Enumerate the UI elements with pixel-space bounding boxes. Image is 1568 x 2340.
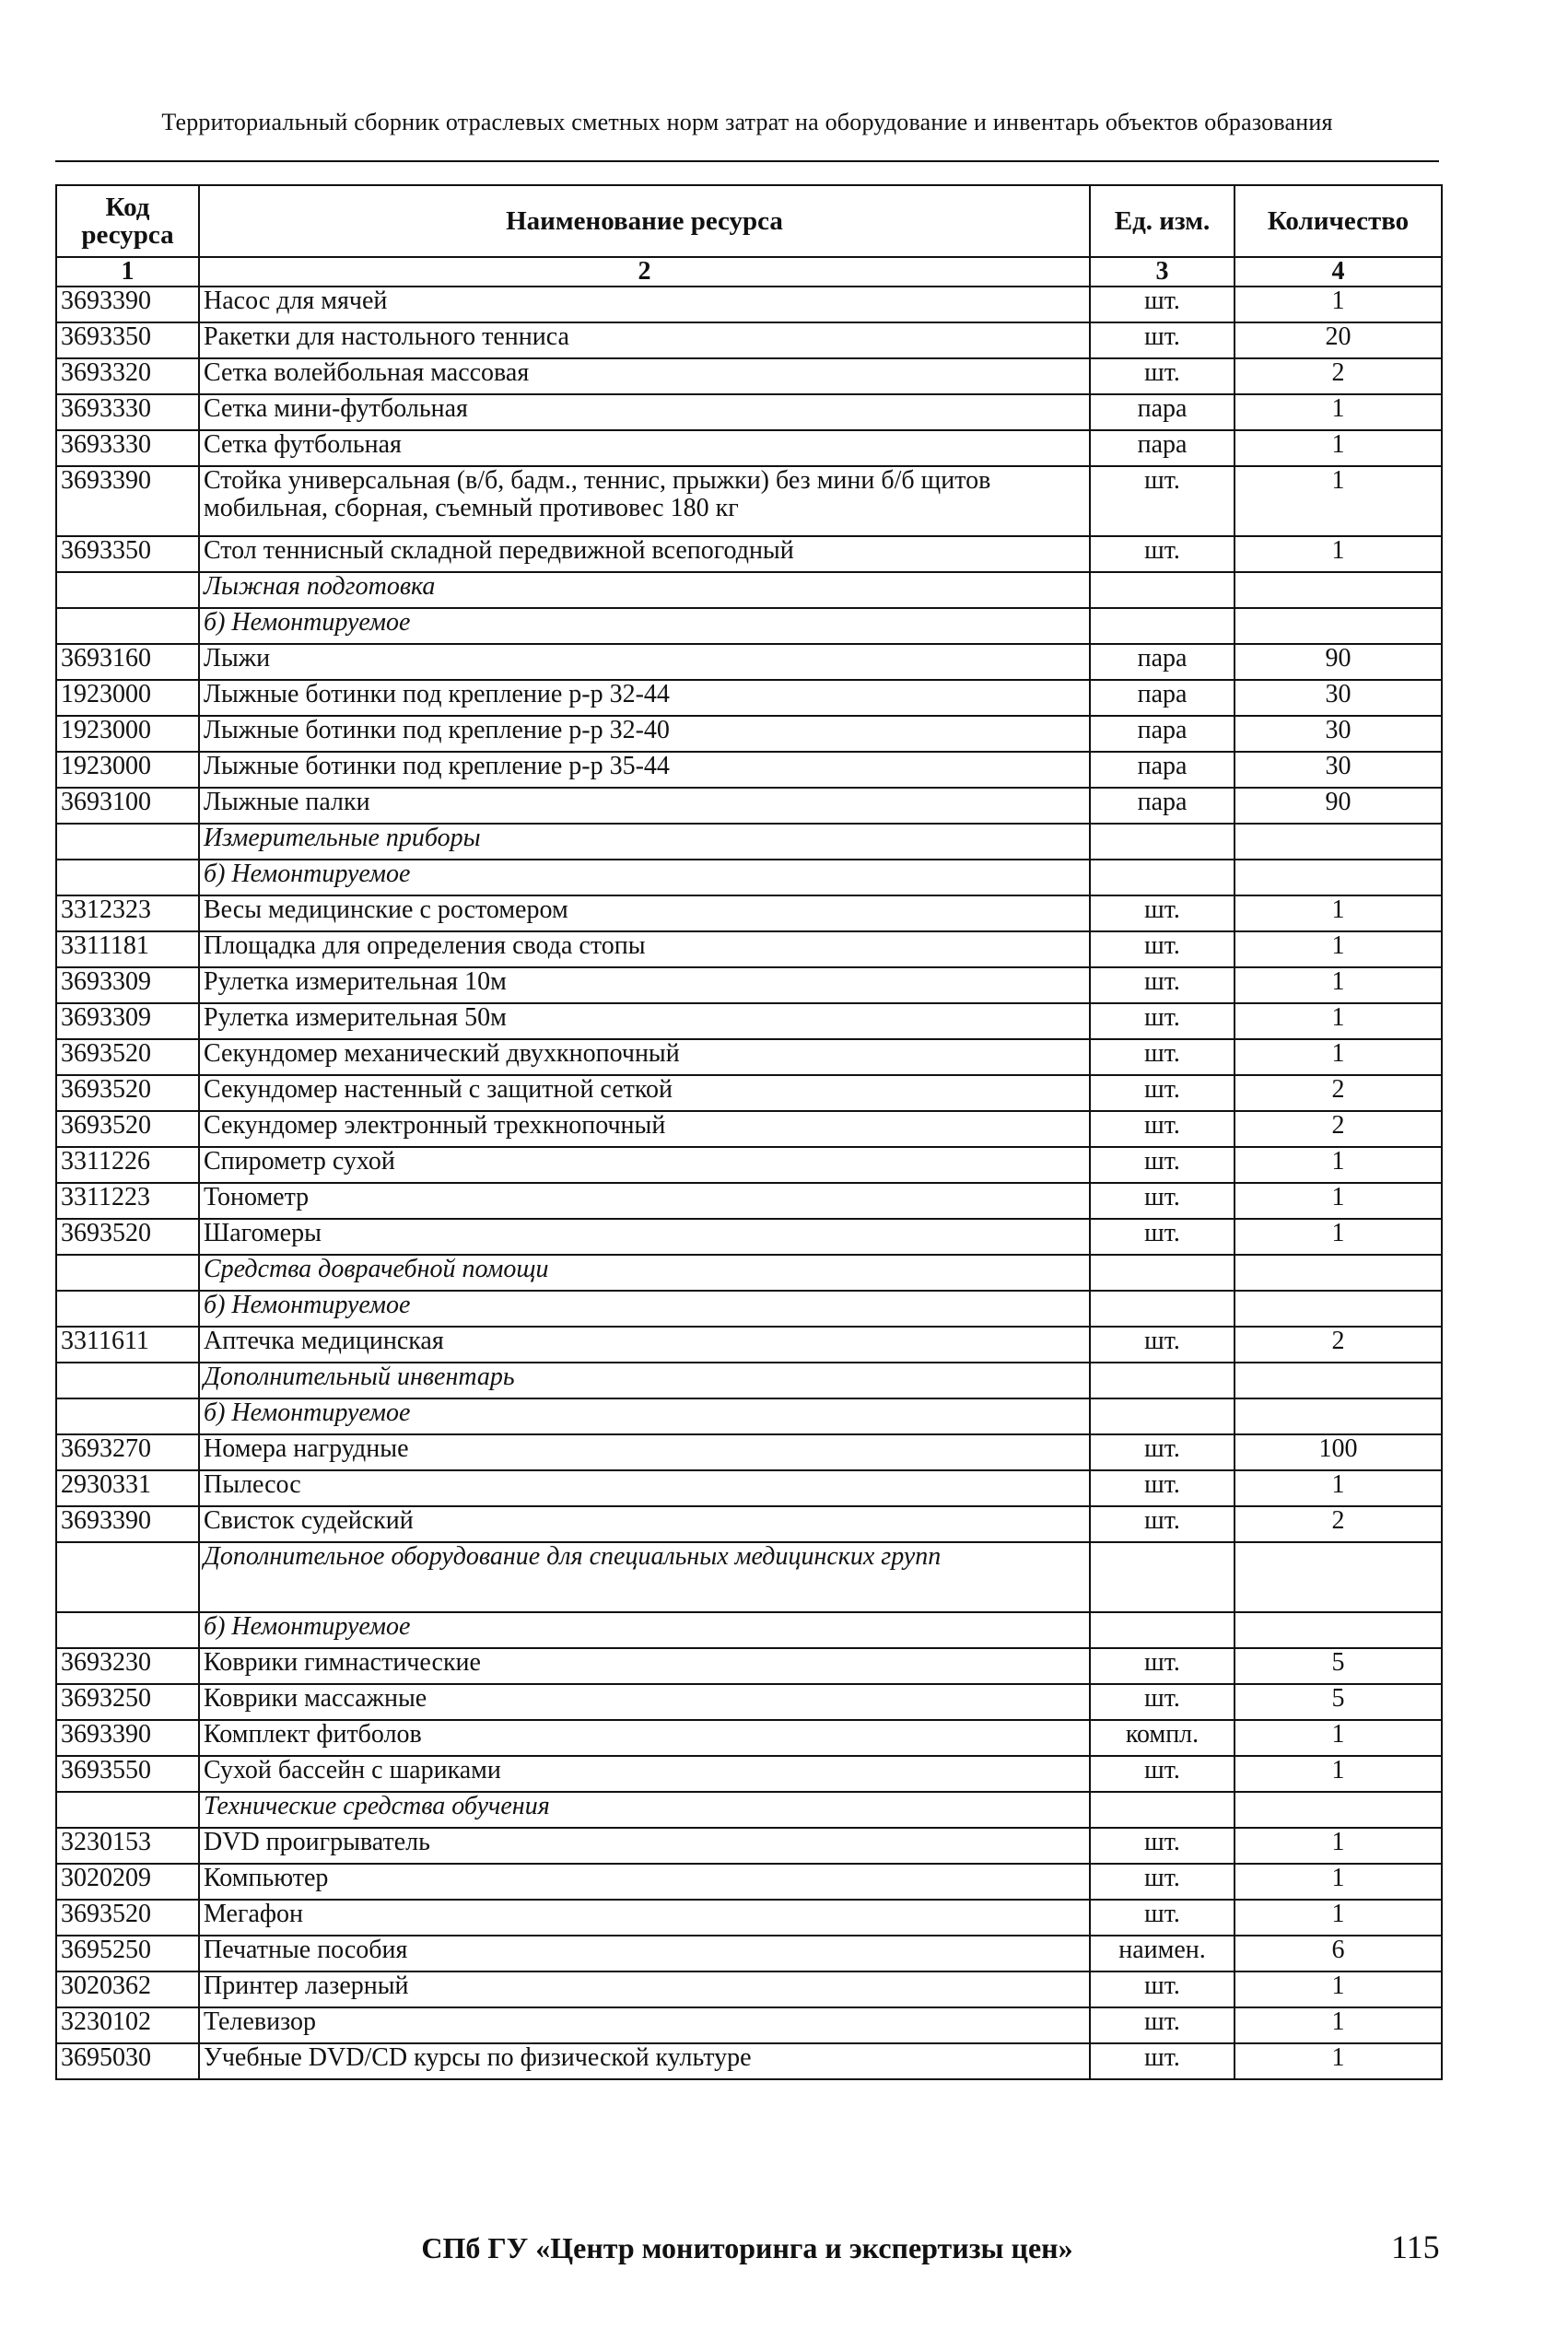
quantity-cell: 1 <box>1235 1470 1442 1506</box>
unit-cell: шт. <box>1090 1003 1235 1039</box>
table-row <box>56 680 1442 716</box>
resource-name-cell: Мегафон <box>199 1900 1090 1936</box>
quantity-cell: 2 <box>1235 358 1442 394</box>
quantity-cell: 1 <box>1235 536 1442 572</box>
unit-cell: шт. <box>1090 1147 1235 1183</box>
section-row <box>56 1255 1442 1291</box>
unit-cell <box>1090 1398 1235 1434</box>
unit-cell <box>1090 1542 1235 1612</box>
column-header-code: Код ресурса <box>56 185 199 257</box>
resource-name-cell: Номера нагрудные <box>199 1434 1090 1470</box>
table-row <box>56 430 1442 466</box>
resource-code-cell: 3693390 <box>56 466 199 536</box>
resource-name-cell: DVD проигрыватель <box>199 1828 1090 1864</box>
section-title-cell: б) Немонтируемое <box>199 1291 1090 1327</box>
resource-code-cell: 1923000 <box>56 716 199 752</box>
unit-cell: шт. <box>1090 536 1235 572</box>
quantity-cell: 100 <box>1235 1434 1442 1470</box>
resource-code-cell: 3695030 <box>56 2043 199 2079</box>
resource-code-cell: 2930331 <box>56 1470 199 1506</box>
quantity-cell <box>1235 1363 1442 1398</box>
resource-code-cell: 3693160 <box>56 644 199 680</box>
section-title-cell: б) Немонтируемое <box>199 860 1090 895</box>
unit-cell: наимен. <box>1090 1936 1235 1971</box>
unit-cell: пара <box>1090 394 1235 430</box>
column-header-quantity: Количество <box>1235 185 1442 257</box>
quantity-cell: 1 <box>1235 1864 1442 1900</box>
resource-code-cell: 3693330 <box>56 430 199 466</box>
quantity-cell: 30 <box>1235 752 1442 788</box>
quantity-cell <box>1235 572 1442 608</box>
unit-cell <box>1090 1612 1235 1648</box>
resource-name-cell: Печатные пособия <box>199 1936 1090 1971</box>
unit-cell <box>1090 572 1235 608</box>
unit-cell: шт. <box>1090 1864 1235 1900</box>
quantity-cell: 20 <box>1235 322 1442 358</box>
unit-cell: шт. <box>1090 1327 1235 1363</box>
resource-code-cell: 3693350 <box>56 536 199 572</box>
table-row <box>56 967 1442 1003</box>
unit-cell: шт. <box>1090 1900 1235 1936</box>
table-row <box>56 1003 1442 1039</box>
unit-cell: шт. <box>1090 1075 1235 1111</box>
quantity-cell <box>1235 1542 1442 1612</box>
resource-code-cell: 3693250 <box>56 1684 199 1720</box>
unit-cell <box>1090 824 1235 860</box>
resource-code-cell <box>56 608 199 644</box>
table-row <box>56 2043 1442 2079</box>
quantity-cell: 30 <box>1235 716 1442 752</box>
section-row <box>56 1398 1442 1434</box>
unit-cell: пара <box>1090 680 1235 716</box>
resource-code-cell: 1923000 <box>56 680 199 716</box>
table-row <box>56 1720 1442 1756</box>
quantity-cell: 1 <box>1235 895 1442 931</box>
table-row <box>56 1684 1442 1720</box>
unit-cell: шт. <box>1090 931 1235 967</box>
section-title-cell: Дополнительный инвентарь <box>199 1363 1090 1398</box>
quantity-cell <box>1235 1255 1442 1291</box>
unit-cell: шт. <box>1090 1506 1235 1542</box>
resource-name-cell: Сетка мини-футбольная <box>199 394 1090 430</box>
resource-code-cell: 3693520 <box>56 1219 199 1255</box>
quantity-cell: 1 <box>1235 1971 1442 2007</box>
quantity-cell <box>1235 824 1442 860</box>
resource-code-cell <box>56 1542 199 1612</box>
section-title-cell: Средства доврачебной помощи <box>199 1255 1090 1291</box>
resource-code-cell: 3311611 <box>56 1327 199 1363</box>
quantity-cell: 90 <box>1235 644 1442 680</box>
resource-name-cell: Стойка универсальная (в/б, бадм., теннис, прыжки) без мини б/б щитов мобильная, сборная, съемный противовес 180 кг <box>199 466 1090 536</box>
table-row <box>56 1434 1442 1470</box>
resource-name-cell: Комплект фитболов <box>199 1720 1090 1756</box>
quantity-cell <box>1235 1612 1442 1648</box>
unit-cell: шт. <box>1090 466 1235 536</box>
resource-name-cell: Лыжные ботинки под крепление р-р 32-40 <box>199 716 1090 752</box>
unit-cell: шт. <box>1090 2043 1235 2079</box>
resource-code-cell: 3693520 <box>56 1111 199 1147</box>
table-row <box>56 1039 1442 1075</box>
resource-code-cell: 3693390 <box>56 287 199 322</box>
table-row <box>56 536 1442 572</box>
quantity-cell: 1 <box>1235 1900 1442 1936</box>
section-title-cell: б) Немонтируемое <box>199 608 1090 644</box>
unit-cell: шт. <box>1090 895 1235 931</box>
table-row <box>56 1075 1442 1111</box>
unit-cell <box>1090 1792 1235 1828</box>
section-title-cell: Дополнительное оборудование для специальных медицинских групп <box>199 1542 1090 1612</box>
unit-cell <box>1090 1363 1235 1398</box>
resource-name-cell: Коврики массажные <box>199 1684 1090 1720</box>
quantity-cell: 1 <box>1235 2007 1442 2043</box>
resource-code-cell: 3312323 <box>56 895 199 931</box>
unit-cell <box>1090 608 1235 644</box>
resource-code-cell: 3693320 <box>56 358 199 394</box>
table-row <box>56 752 1442 788</box>
unit-cell: шт. <box>1090 1470 1235 1506</box>
resource-name-cell: Учебные DVD/CD курсы по физической культуре <box>199 2043 1090 2079</box>
table-row <box>56 788 1442 824</box>
resource-name-cell: Сухой бассейн с шариками <box>199 1756 1090 1792</box>
section-row <box>56 1792 1442 1828</box>
resource-code-cell: 3693330 <box>56 394 199 430</box>
unit-cell <box>1090 1291 1235 1327</box>
quantity-cell: 1 <box>1235 931 1442 967</box>
table-row <box>56 1470 1442 1506</box>
section-title-cell: б) Немонтируемое <box>199 1398 1090 1434</box>
resource-name-cell: Принтер лазерный <box>199 1971 1090 2007</box>
unit-cell: пара <box>1090 644 1235 680</box>
resource-code-cell <box>56 572 199 608</box>
resource-code-cell: 3311223 <box>56 1183 199 1219</box>
resource-name-cell: Спирометр сухой <box>199 1147 1090 1183</box>
unit-cell: пара <box>1090 788 1235 824</box>
unit-cell: шт. <box>1090 1434 1235 1470</box>
resource-code-cell: 1923000 <box>56 752 199 788</box>
table-row <box>56 1183 1442 1219</box>
unit-cell: шт. <box>1090 1828 1235 1864</box>
section-title-cell: Технические средства обучения <box>199 1792 1090 1828</box>
resource-name-cell: Стол теннисный складной передвижной всепогодный <box>199 536 1090 572</box>
resource-code-cell: 3311181 <box>56 931 199 967</box>
table-row <box>56 1971 1442 2007</box>
resource-name-cell: Шагомеры <box>199 1219 1090 1255</box>
table-row <box>56 287 1442 322</box>
quantity-cell: 1 <box>1235 430 1442 466</box>
page-number: 115 <box>1391 2229 1440 2265</box>
resource-name-cell: Свисток судейский <box>199 1506 1090 1542</box>
section-row <box>56 608 1442 644</box>
quantity-cell: 1 <box>1235 1756 1442 1792</box>
resource-code-cell: 3230153 <box>56 1828 199 1864</box>
resource-code-cell: 3693270 <box>56 1434 199 1470</box>
section-title-cell: б) Немонтируемое <box>199 1612 1090 1648</box>
table-row <box>56 931 1442 967</box>
page-footer: СПб ГУ «Центр мониторинга и экспертизы цен» <box>421 2231 1073 2264</box>
unit-cell: шт. <box>1090 1111 1235 1147</box>
quantity-cell: 1 <box>1235 1183 1442 1219</box>
resource-name-cell: Лыжи <box>199 644 1090 680</box>
table-row <box>56 1219 1442 1255</box>
resource-code-cell <box>56 1612 199 1648</box>
quantity-cell: 1 <box>1235 1828 1442 1864</box>
unit-cell <box>1090 1255 1235 1291</box>
resource-name-cell: Тонометр <box>199 1183 1090 1219</box>
column-header-unit: Ед. изм. <box>1090 185 1235 257</box>
unit-cell: шт. <box>1090 1039 1235 1075</box>
resource-name-cell: Аптечка медицинская <box>199 1327 1090 1363</box>
section-row <box>56 1612 1442 1648</box>
quantity-cell: 1 <box>1235 394 1442 430</box>
quantity-cell: 2 <box>1235 1327 1442 1363</box>
resource-name-cell: Весы медицинские с ростомером <box>199 895 1090 931</box>
resource-code-cell: 3311226 <box>56 1147 199 1183</box>
quantity-cell: 1 <box>1235 1039 1442 1075</box>
unit-cell: пара <box>1090 716 1235 752</box>
resource-name-cell: Секундомер настенный с защитной сеткой <box>199 1075 1090 1111</box>
page-header: Территориальный сборник отраслевых сметных норм затрат на оборудование и инвентарь объектов образования <box>161 109 1333 135</box>
resource-code-cell: 3693350 <box>56 322 199 358</box>
section-title-cell: Измерительные приборы <box>199 824 1090 860</box>
resource-code-cell: 3693390 <box>56 1506 199 1542</box>
unit-cell: шт. <box>1090 967 1235 1003</box>
table-row <box>56 1648 1442 1684</box>
table-row <box>56 466 1442 536</box>
resource-name-cell: Телевизор <box>199 2007 1090 2043</box>
table-row <box>56 1864 1442 1900</box>
quantity-cell <box>1235 860 1442 895</box>
table-row <box>56 1828 1442 1864</box>
column-number: 2 <box>199 257 1090 287</box>
column-header-name: Наименование ресурса <box>199 185 1090 257</box>
resource-name-cell: Сетка футбольная <box>199 430 1090 466</box>
resource-name-cell: Насос для мячей <box>199 287 1090 322</box>
section-row <box>56 860 1442 895</box>
quantity-cell: 5 <box>1235 1648 1442 1684</box>
resource-code-cell: 3693309 <box>56 967 199 1003</box>
table-row <box>56 1111 1442 1147</box>
column-number: 1 <box>56 257 199 287</box>
quantity-cell: 1 <box>1235 967 1442 1003</box>
quantity-cell: 1 <box>1235 2043 1442 2079</box>
quantity-cell: 30 <box>1235 680 1442 716</box>
unit-cell: шт. <box>1090 322 1235 358</box>
unit-cell: шт. <box>1090 287 1235 322</box>
unit-cell: шт. <box>1090 1648 1235 1684</box>
resource-name-cell: Сетка волейбольная массовая <box>199 358 1090 394</box>
resource-name-cell: Секундомер электронный трехкнопочный <box>199 1111 1090 1147</box>
table-row <box>56 2007 1442 2043</box>
unit-cell: пара <box>1090 752 1235 788</box>
quantity-cell: 5 <box>1235 1684 1442 1720</box>
header-rule <box>55 160 1439 162</box>
unit-cell: шт. <box>1090 1971 1235 2007</box>
resource-code-cell: 3693520 <box>56 1900 199 1936</box>
resource-name-cell: Секундомер механический двухкнопочный <box>199 1039 1090 1075</box>
table-row <box>56 895 1442 931</box>
resource-code-cell: 3693230 <box>56 1648 199 1684</box>
quantity-cell: 6 <box>1235 1936 1442 1971</box>
resource-code-cell: 3230102 <box>56 2007 199 2043</box>
resource-code-cell: 3020209 <box>56 1864 199 1900</box>
quantity-cell <box>1235 608 1442 644</box>
section-row <box>56 1291 1442 1327</box>
column-number: 4 <box>1235 257 1442 287</box>
resource-code-cell: 3693390 <box>56 1720 199 1756</box>
resource-code-cell: 3693550 <box>56 1756 199 1792</box>
quantity-cell: 90 <box>1235 788 1442 824</box>
resource-code-cell: 3693309 <box>56 1003 199 1039</box>
section-row <box>56 1363 1442 1398</box>
unit-cell: пара <box>1090 430 1235 466</box>
unit-cell: шт. <box>1090 1219 1235 1255</box>
unit-cell: шт. <box>1090 1756 1235 1792</box>
unit-cell: шт. <box>1090 1183 1235 1219</box>
table-row <box>56 716 1442 752</box>
quantity-cell: 1 <box>1235 1003 1442 1039</box>
unit-cell <box>1090 860 1235 895</box>
table-row <box>56 1936 1442 1971</box>
resource-code-cell <box>56 824 199 860</box>
resource-name-cell: Ракетки для настольного тенниса <box>199 322 1090 358</box>
table-row <box>56 1756 1442 1792</box>
unit-cell: шт. <box>1090 2007 1235 2043</box>
resource-name-cell: Лыжные ботинки под крепление р-р 35-44 <box>199 752 1090 788</box>
unit-cell: шт. <box>1090 358 1235 394</box>
resource-code-cell <box>56 1398 199 1434</box>
table-row <box>56 322 1442 358</box>
table-header-row <box>56 185 1442 257</box>
resource-code-cell: 3695250 <box>56 1936 199 1971</box>
quantity-cell: 1 <box>1235 287 1442 322</box>
quantity-cell: 1 <box>1235 1147 1442 1183</box>
table-row <box>56 1900 1442 1936</box>
resource-name-cell: Лыжные ботинки под крепление р-р 32-44 <box>199 680 1090 716</box>
resource-code-cell: 3693520 <box>56 1039 199 1075</box>
column-number-row <box>56 257 1442 287</box>
resource-code-cell: 3020362 <box>56 1971 199 2007</box>
resource-code-cell <box>56 1792 199 1828</box>
quantity-cell: 2 <box>1235 1506 1442 1542</box>
unit-cell: шт. <box>1090 1684 1235 1720</box>
table-row <box>56 644 1442 680</box>
resource-table <box>55 184 1443 2080</box>
resource-code-cell <box>56 1255 199 1291</box>
column-number: 3 <box>1090 257 1235 287</box>
quantity-cell <box>1235 1291 1442 1327</box>
table-row <box>56 394 1442 430</box>
table-row <box>56 1327 1442 1363</box>
table-row <box>56 358 1442 394</box>
section-row <box>56 1542 1442 1612</box>
resource-code-cell <box>56 860 199 895</box>
resource-name-cell: Лыжные палки <box>199 788 1090 824</box>
table-row <box>56 1506 1442 1542</box>
section-row <box>56 824 1442 860</box>
resource-code-cell <box>56 1291 199 1327</box>
resource-name-cell: Коврики гимнастические <box>199 1648 1090 1684</box>
quantity-cell <box>1235 1792 1442 1828</box>
quantity-cell: 1 <box>1235 1219 1442 1255</box>
section-title-cell: Лыжная подготовка <box>199 572 1090 608</box>
resource-name-cell: Рулетка измерительная 50м <box>199 1003 1090 1039</box>
resource-name-cell: Рулетка измерительная 10м <box>199 967 1090 1003</box>
resource-code-cell: 3693520 <box>56 1075 199 1111</box>
quantity-cell: 2 <box>1235 1075 1442 1111</box>
resource-code-cell <box>56 1363 199 1398</box>
resource-name-cell: Площадка для определения свода стопы <box>199 931 1090 967</box>
resource-name-cell: Пылесос <box>199 1470 1090 1506</box>
table-row <box>56 1147 1442 1183</box>
quantity-cell: 1 <box>1235 466 1442 536</box>
quantity-cell: 1 <box>1235 1720 1442 1756</box>
unit-cell: компл. <box>1090 1720 1235 1756</box>
resource-name-cell: Компьютер <box>199 1864 1090 1900</box>
resource-code-cell: 3693100 <box>56 788 199 824</box>
quantity-cell <box>1235 1398 1442 1434</box>
section-row <box>56 572 1442 608</box>
quantity-cell: 2 <box>1235 1111 1442 1147</box>
